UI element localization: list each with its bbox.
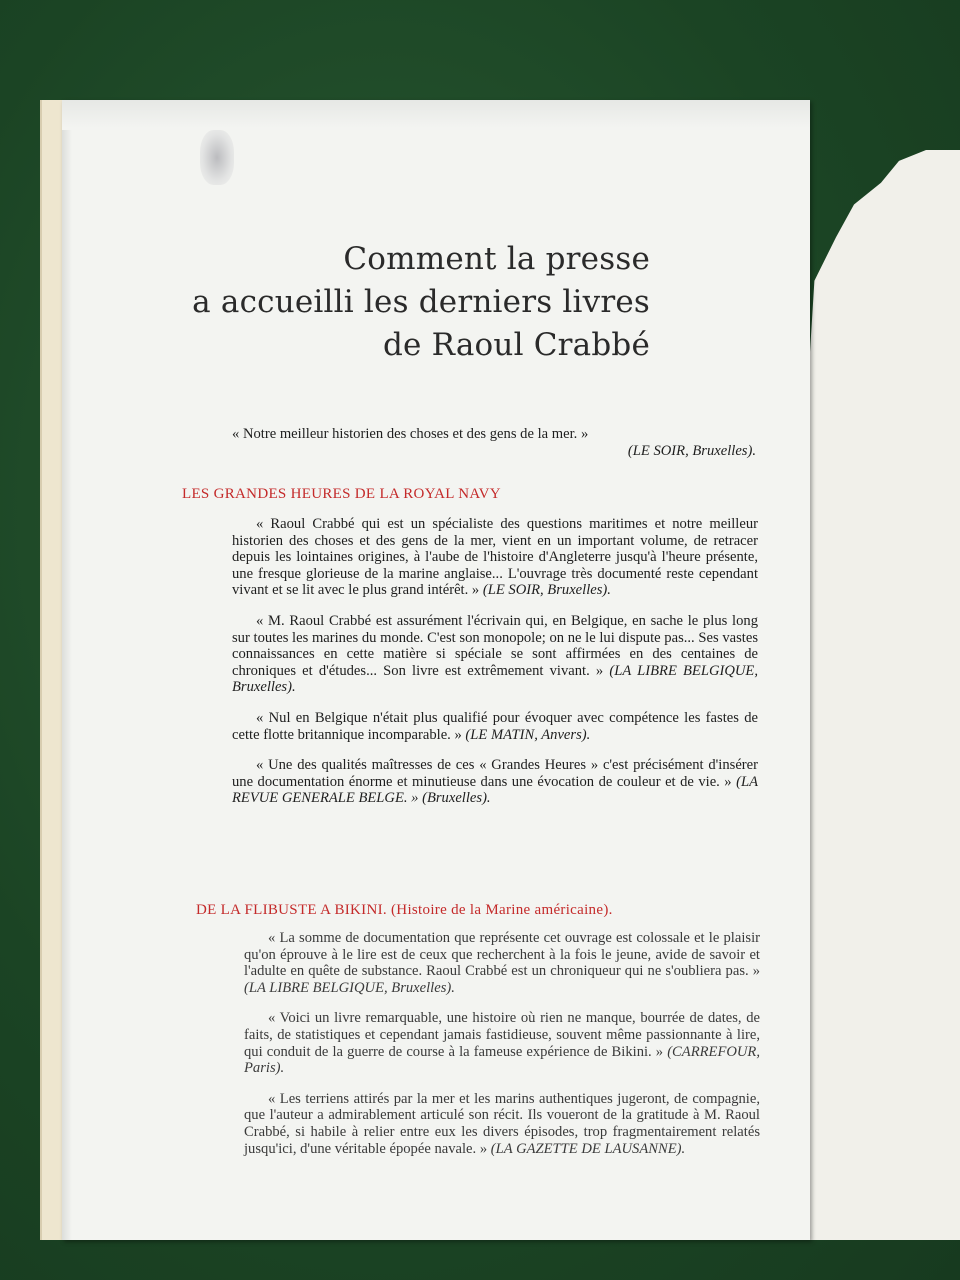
review-item (232, 710, 758, 743)
title-line-3: de Raoul Crabbé (382, 327, 650, 363)
section2-title: DE LA FLIBUSTE A BIKINI. (196, 902, 387, 918)
section1-heading: LES GRANDES HEURES DE LA ROYAL NAVY (182, 486, 501, 502)
page-stain (200, 130, 234, 185)
torn-page-right (800, 150, 960, 1240)
review-text: « Voici un livre remarquable, une histoire où rien ne manque, bourrée de dates, de faits, de statistiques et cependant jamais fastidieuse, souvent même passionnante à lire, qui conduit de la guerre de course à la fameuse expérience de Bikini. » (244, 1010, 760, 1060)
review-source: (CARREFOUR, Paris). (244, 1043, 760, 1077)
section2-reviews (244, 930, 760, 1171)
review-item (244, 1010, 760, 1076)
review-item (232, 516, 758, 599)
review-item (232, 613, 758, 696)
section1-reviews (232, 516, 758, 821)
section2-subtitle: (Histoire de la Marine américaine). (391, 902, 613, 918)
review-text: « Raoul Crabbé qui est un spécialiste des questions maritimes et notre meilleur historien des choses et des gens de la mer, vient en un important volume, de retracer depuis les lointaines origines, à l'aube de l'histoire d'Angleterre jusqu'à l'heure présente, une fresque glorieuse de la marine anglaise... L'ouvrage très documenté reste cependant vivant et se lit avec le plus grand intérêt. » (232, 516, 758, 599)
review-source: (LA REVUE GENERALE BELGE. » (Bruxelles). (232, 773, 758, 807)
title-line-2: a accueilli les derniers livres (192, 284, 650, 320)
review-text: « M. Raoul Crabbé est assurément l'écrivain qui, en Belgique, en sache le plus long sur toutes les marines du monde. C'est son monopole; on ne le lui dispute pas... Ses vastes connaissances en cette matière si spéciale se sont affirmées en des centaines de chroniques et d'études... Son livre est extrêmement vivant. » (232, 612, 758, 679)
intro-quote-source: (LE SOIR, Bruxelles). (627, 442, 756, 459)
review-source: (LA LIBRE BELGIQUE, Bruxelles). (244, 979, 455, 996)
review-source: (LA LIBRE BELGIQUE, Bruxelles). (232, 662, 758, 696)
review-item (244, 930, 760, 996)
review-item (244, 1091, 760, 1157)
review-text: « Les terriens attirés par la mer et les marins authentiques jugeront, de compagnie, que l'auteur a admirablement articulé son récit. Ils voueront de la gratitude à M. Raoul Crabbé, si habile à relier entre eux les divers épisodes, trop fragmentairement relatés jusqu'ici, d'une véritable épopée navale. » (244, 1090, 760, 1157)
page-fold (62, 130, 72, 1240)
review-source: (LA GAZETTE DE LAUSANNE). (490, 1140, 686, 1157)
review-text: « La somme de documentation que représente cet ouvrage est colossale et le plaisir qu'on éprouve à le lire est de ceux que recherchent à la fois le jeune, avide de savoir et l'adulte en quête de substance. Raoul Crabbé est un chroniqueur qui ne s'oubliera pas. » (244, 930, 760, 980)
page-top-edge (62, 100, 810, 128)
intro-quote-text: « Notre meilleur historien des choses et des gens de la mer. » (232, 426, 589, 442)
review-source: (LE MATIN, Anvers). (465, 726, 591, 743)
intro-quote (232, 426, 756, 459)
page-title (150, 238, 650, 367)
title-line-1: Comment la presse (343, 241, 650, 277)
section2-heading (196, 902, 613, 919)
review-text: « Nul en Belgique n'était plus qualifié pour évoquer avec compétence les fastes de cette flotte britannique incomparable. » (232, 709, 758, 743)
review-item (232, 757, 758, 807)
review-source: (LE SOIR, Bruxelles). (482, 582, 611, 599)
review-text: « Une des qualités maîtresses de ces « Grandes Heures » c'est précisément d'insérer une documentation énorme et minutieuse dans une évocation de couleur et de vie. » (232, 757, 758, 790)
